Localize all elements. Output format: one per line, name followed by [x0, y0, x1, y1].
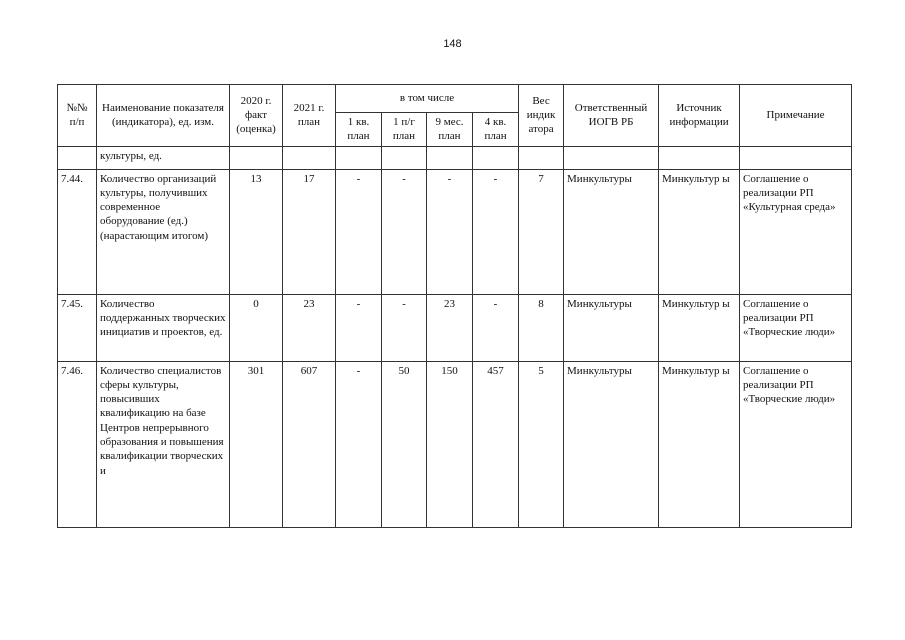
header-row [58, 85, 852, 113]
table-row [58, 169, 852, 294]
cell-plan-2021: 607 [283, 361, 336, 527]
cell-name: Количество организаций культуры, получивших современное оборудование (ед.) (нарастающим итогом) [97, 169, 230, 294]
cell-fact-2020: 13 [230, 169, 283, 294]
cell-h1: - [382, 294, 427, 361]
cell-q4: - [473, 294, 519, 361]
cell-name: культуры, ед. [97, 146, 230, 169]
header-plan-2021: 2021 г. план [283, 85, 336, 147]
indicators-table [57, 84, 852, 528]
cell-9m: 23 [427, 294, 473, 361]
cell-source: Минкультур ы [659, 294, 740, 361]
cell-note: Соглашение о реализации РП «Творческие люди» [740, 361, 852, 527]
header-weight: Вес индик атора [519, 85, 564, 147]
cell-responsible: Минкультуры [564, 294, 659, 361]
cell-fact-2020: 0 [230, 294, 283, 361]
cell-weight: 8 [519, 294, 564, 361]
cell-responsible: Минкультуры [564, 169, 659, 294]
cell-num: 7.45. [58, 294, 97, 361]
cell-source: Минкультур ы [659, 361, 740, 527]
cell-q4: - [473, 169, 519, 294]
header-name: Наименование показателя (индикатора), ед. изм. [97, 85, 230, 147]
cell-q1: - [336, 361, 382, 527]
header-h1-plan: 1 п/г план [382, 113, 427, 147]
cell-source: Минкультур ы [659, 169, 740, 294]
cell-empty [58, 146, 97, 169]
cell-q4: 457 [473, 361, 519, 527]
table-row [58, 361, 852, 527]
header-source: Источник информации [659, 85, 740, 147]
cell-note: Соглашение о реализации РП «Культурная среда» [740, 169, 852, 294]
cell-weight: 5 [519, 361, 564, 527]
header-q4-plan: 4 кв. план [473, 113, 519, 147]
header-note: Примечание [740, 85, 852, 147]
cell-9m: - [427, 169, 473, 294]
header-9m-plan: 9 мес. план [427, 113, 473, 147]
page-number: 148 [443, 38, 462, 50]
header-fact-2020: 2020 г. факт (оценка) [230, 85, 283, 147]
cell-9m: 150 [427, 361, 473, 527]
cell-q1: - [336, 294, 382, 361]
cell-h1: 50 [382, 361, 427, 527]
cell-plan-2021: 23 [283, 294, 336, 361]
table-row-continuation [58, 146, 852, 169]
cell-fact-2020: 301 [230, 361, 283, 527]
cell-note: Соглашение о реализации РП «Творческие люди» [740, 294, 852, 361]
cell-num: 7.44. [58, 169, 97, 294]
cell-h1: - [382, 169, 427, 294]
header-q1-plan: 1 кв. план [336, 113, 382, 147]
header-num: №№ п/п [58, 85, 97, 147]
cell-plan-2021: 17 [283, 169, 336, 294]
cell-name: Количество поддержанных творческих инициатив и проектов, ед. [97, 294, 230, 361]
cell-q1: - [336, 169, 382, 294]
cell-weight: 7 [519, 169, 564, 294]
header-responsible: Ответственный ИОГВ РБ [564, 85, 659, 147]
header-including: в том числе [336, 85, 519, 113]
cell-name: Количество специалистов сферы культуры, повысивших квалификацию на базе Центров непрерывного образования и повышения квалификации творческих и [97, 361, 230, 527]
table-row [58, 294, 852, 361]
cell-num: 7.46. [58, 361, 97, 527]
cell-responsible: Минкультуры [564, 361, 659, 527]
